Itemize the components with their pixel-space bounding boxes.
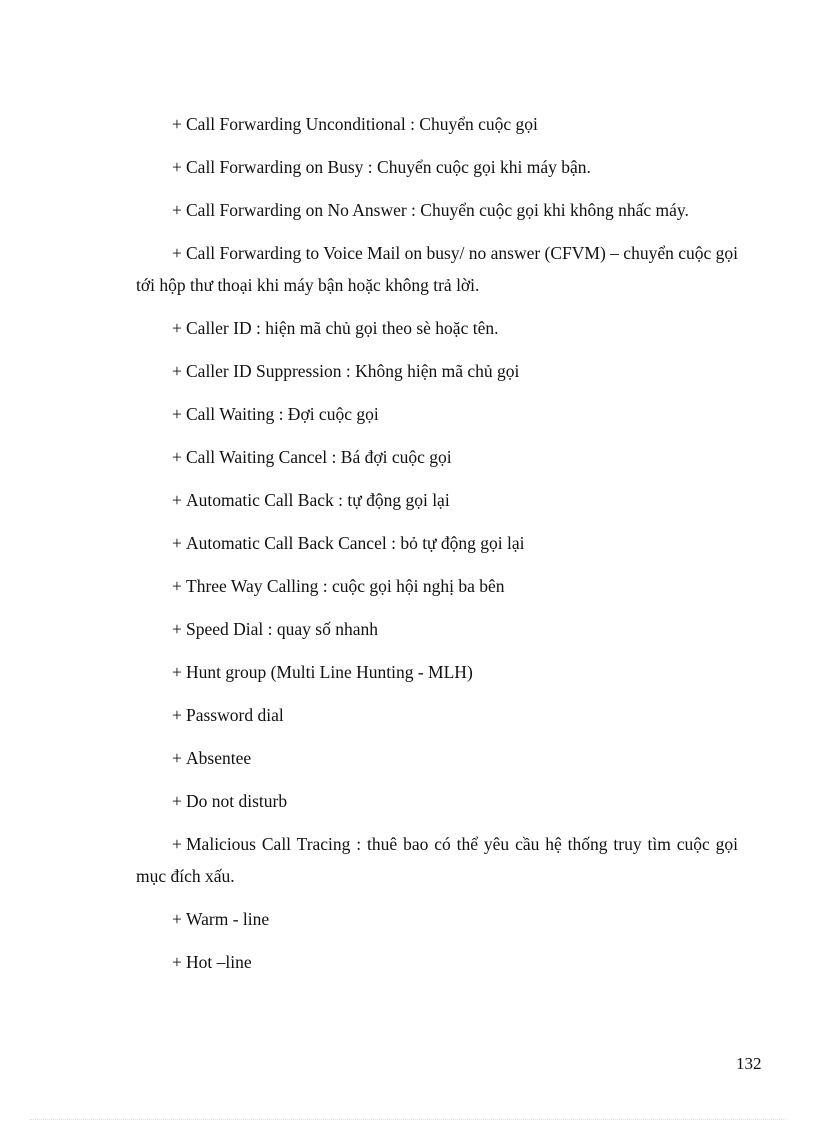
list-item: [136, 527, 738, 559]
bullet-marker: +: [172, 490, 182, 510]
bullet-marker: +: [172, 447, 182, 467]
list-item: [136, 785, 738, 817]
bullet-marker: +: [172, 909, 182, 929]
bullet-marker: +: [172, 361, 182, 381]
list-item-text: Call Forwarding on Busy : Chuyển cuộc gọi khi máy bận.: [186, 157, 591, 177]
bullet-marker: +: [172, 834, 182, 854]
list-item: [136, 570, 738, 602]
list-item-text: Absentee: [186, 748, 252, 768]
list-item: [136, 237, 738, 301]
bullet-marker: +: [172, 791, 182, 811]
list-item: [136, 441, 738, 473]
page-number: 132: [736, 1054, 762, 1073]
list-item: [136, 656, 738, 688]
bullet-marker: +: [172, 662, 182, 682]
list-item-text: Warm - line: [186, 909, 270, 929]
bullet-marker: +: [172, 157, 182, 177]
list-item-text: Caller ID : hiện mã chủ gọi theo sè hoặc tên.: [186, 318, 499, 338]
list-item: [136, 194, 738, 226]
list-item: [136, 699, 738, 731]
list-item-text: Call Forwarding Unconditional : Chuyển cuộc gọi: [186, 114, 538, 134]
list-item: [136, 946, 738, 978]
bullet-marker: +: [172, 705, 182, 725]
bullet-marker: +: [172, 533, 182, 553]
bullet-marker: +: [172, 200, 182, 220]
list-item-text: Call Forwarding on No Answer : Chuyển cuộc gọi khi không nhấc máy.: [186, 200, 689, 220]
bullet-marker: +: [172, 404, 182, 424]
list-item: [136, 484, 738, 516]
list-item: [136, 613, 738, 645]
list-item: [136, 108, 738, 140]
list-item: [136, 398, 738, 430]
list-item-text: Caller ID Suppression : Không hiện mã chủ gọi: [186, 361, 520, 381]
bullet-marker: +: [172, 748, 182, 768]
bullet-marker: +: [172, 576, 182, 596]
page-bottom-divider: [30, 1119, 786, 1120]
list-item-text: Call Waiting Cancel : Bá đợi cuộc gọi: [186, 447, 452, 467]
list-item-text: Malicious Call Tracing : thuê bao có thể yêu cầu hệ thống truy tìm cuộc gọi mục đích xấu.: [136, 834, 738, 886]
list-item-text: Three Way Calling : cuộc gọi hội nghị ba bên: [186, 576, 505, 596]
list-item: [136, 151, 738, 183]
bullet-marker: +: [172, 243, 182, 263]
bullet-marker: +: [172, 318, 182, 338]
bullet-marker: +: [172, 619, 182, 639]
list-item-text: Call Waiting : Đợi cuộc gọi: [186, 404, 379, 424]
bullet-marker: +: [172, 952, 182, 972]
list-item: [136, 903, 738, 935]
bullet-marker: +: [172, 114, 182, 134]
list-item: [136, 355, 738, 387]
list-item-text: Automatic Call Back : tự động gọi lại: [186, 490, 450, 510]
list-item-text: Hot –line: [186, 952, 252, 972]
list-item-text: Password dial: [186, 705, 284, 725]
list-item: [136, 312, 738, 344]
list-item: [136, 742, 738, 774]
list-item: [136, 828, 738, 892]
list-item-text: Automatic Call Back Cancel : bỏ tự động gọi lại: [186, 533, 525, 553]
list-item-text: Do not disturb: [186, 791, 288, 811]
list-item-text: Speed Dial : quay số nhanh: [186, 619, 378, 639]
service-feature-list: [136, 108, 738, 989]
list-item-text: Call Forwarding to Voice Mail on busy/ no answer (CFVM) – chuyển cuộc gọi tới hộp thư thoại khi máy bận hoặc không trả lời.: [136, 243, 738, 295]
list-item-text: Hunt group (Multi Line Hunting - MLH): [186, 662, 473, 682]
